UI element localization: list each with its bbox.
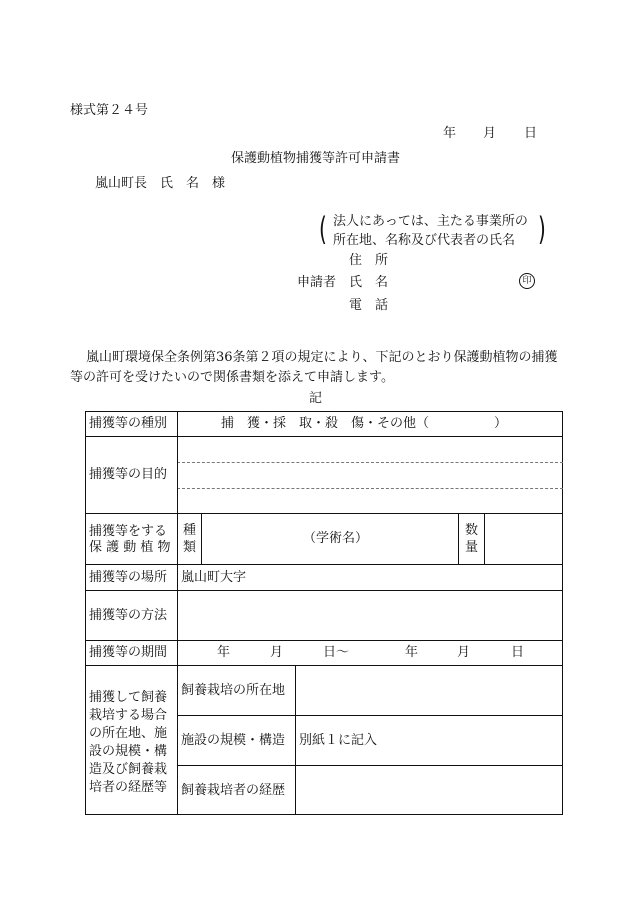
method-label: 捕獲等の方法	[89, 608, 168, 623]
form-title: 保護動植物捕獲等許可申請書	[231, 151, 401, 166]
breeding-label-line: 設の規模・構	[89, 744, 168, 759]
species-kind-2: 類	[183, 540, 197, 555]
purpose-input-area[interactable]	[178, 437, 562, 512]
breeding-label-line: の所在地、施	[89, 726, 168, 741]
quantity-label-1: 数	[465, 523, 479, 538]
period-end-month: 月	[457, 645, 471, 660]
breeding-label-line: 培者の経歴等	[89, 780, 168, 795]
date-month: 月	[483, 126, 497, 141]
period-label: 捕獲等の期間	[89, 645, 168, 660]
corporate-note-line1: 法人にあっては、主たる事業所の	[333, 214, 528, 229]
place-value[interactable]: 嵐山町大字	[181, 570, 247, 585]
breeding-label-line: 造及び飼養栽	[89, 762, 168, 777]
facility-label: 施設の規模・構造	[181, 733, 286, 748]
species-label-2: 保 護 動 植 物	[89, 540, 171, 555]
period-end-year: 年	[405, 645, 419, 660]
form-number: 様式第２４号	[70, 103, 149, 118]
place-label: 捕獲等の場所	[89, 570, 168, 585]
species-kind-1: 種	[183, 523, 197, 538]
type-options[interactable]: 捕 獲・採 取・殺 傷・その他（ ）	[221, 416, 508, 431]
period-start-day: 日～	[323, 645, 350, 660]
breeding-label-line: 栽培する場合	[89, 708, 168, 723]
addressee: 嵐山町長 氏 名 様	[95, 176, 226, 191]
quantity-label-2: 量	[465, 540, 479, 555]
phone-label: 電 話	[349, 298, 389, 313]
name-label: 氏 名	[349, 275, 389, 290]
period-start-month: 月	[270, 645, 284, 660]
quantity-input-area[interactable]	[485, 514, 562, 563]
facility-value[interactable]: 別紙１に記入	[299, 733, 378, 748]
career-input[interactable]	[296, 766, 562, 814]
ki-label: 記	[309, 391, 323, 406]
applicant-label: 申請者	[297, 275, 337, 290]
period-start-year: 年	[217, 645, 231, 660]
breeding-label-line: 捕獲して飼養	[89, 690, 168, 705]
breeding-label	[89, 689, 167, 797]
corporate-note-line2: 所在地、名称及び代表者の氏名	[333, 233, 516, 248]
seal-mark: 印	[519, 273, 535, 289]
method-input-area[interactable]	[178, 591, 562, 639]
date-day: 日	[524, 126, 538, 141]
body-text-line1: 嵐山町環境保全条例第36条第２項の規定により、下記のとおり保護動植物の捕獲	[86, 350, 558, 365]
note-open-paren: (	[319, 209, 327, 249]
species-label-1: 捕獲等をする	[89, 524, 168, 539]
breeding-location-input[interactable]	[296, 666, 562, 714]
scientific-name-field[interactable]: （学術名）	[303, 531, 369, 546]
date-year: 年	[443, 126, 457, 141]
body-text-line2: 等の許可を受けたいので関係書類を添えて申請します。	[70, 370, 394, 385]
note-close-paren: )	[538, 209, 546, 249]
career-label: 飼養栽培者の経歴	[181, 783, 286, 798]
address-label: 住 所	[349, 253, 389, 268]
period-end-day: 日	[511, 645, 525, 660]
type-label: 捕獲等の種別	[89, 416, 168, 431]
purpose-label: 捕獲等の目的	[89, 467, 168, 482]
breeding-location-label: 飼養栽培の所在地	[181, 683, 286, 698]
